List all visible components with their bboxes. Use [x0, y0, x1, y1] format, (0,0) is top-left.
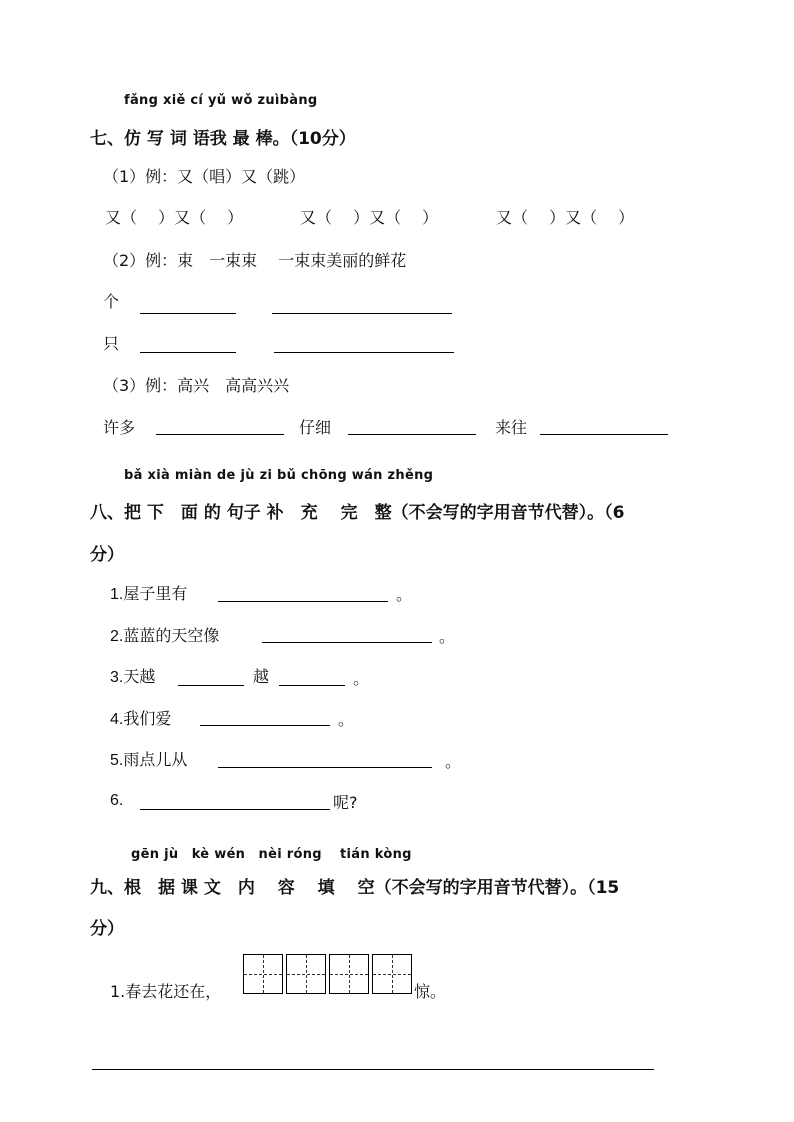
- section7-blank-ge-long[interactable]: [272, 313, 452, 314]
- section8-end-5: 。: [445, 752, 462, 771]
- tianzige-box-3[interactable]: [329, 954, 369, 994]
- section8-title-line2: 分）: [90, 545, 124, 565]
- section7-blank-zhi-long[interactable]: [274, 352, 454, 353]
- section8-item-4: [110, 706, 171, 729]
- section9-title-line2: 分）: [90, 919, 124, 939]
- item-text: 天越: [123, 667, 156, 686]
- section7-blank-ge-short[interactable]: [140, 313, 236, 314]
- section8-blank-3a[interactable]: [178, 685, 244, 686]
- section7-word-xuduo: 许多: [103, 418, 136, 437]
- section8-end-2: 。: [439, 627, 456, 646]
- section7-example1: （1）例：又（唱）又（跳）: [103, 167, 306, 186]
- item-number: 2.: [110, 628, 124, 645]
- tianzige-box-2[interactable]: [286, 954, 326, 994]
- item-number: 6.: [110, 792, 124, 809]
- section7-blank-zixi[interactable]: [348, 434, 476, 435]
- section8-blank-3b[interactable]: [279, 685, 345, 686]
- section8-item-5: [110, 747, 187, 770]
- section9-item1-prefix: 1.春去花还在，: [110, 982, 222, 1001]
- section9-pinyin: gēn jù kè wén nèi róng tián kòng: [131, 847, 412, 862]
- section8-item-2: [110, 623, 219, 646]
- section8-item-6: [110, 790, 123, 810]
- tianzige-box-4[interactable]: [372, 954, 412, 994]
- section8-mid-3: 越: [253, 667, 270, 686]
- section8-end-1: 。: [396, 585, 413, 604]
- section8-blank-2[interactable]: [262, 642, 432, 643]
- section7-blank-laiwang[interactable]: [540, 434, 668, 435]
- item-number: 4.: [110, 711, 124, 728]
- section7-blank-zhi-short[interactable]: [140, 352, 236, 353]
- item-number: 3.: [110, 669, 124, 686]
- item-number: 5.: [110, 752, 124, 769]
- section8-item-3: [110, 664, 155, 687]
- section7-example3: （3）例：高兴 高高兴兴: [103, 376, 290, 395]
- footer-rule: [92, 1069, 654, 1070]
- section7-pinyin: fǎng xiě cí yǔ wǒ zuìbàng: [124, 93, 318, 108]
- section8-blank-6[interactable]: [140, 809, 330, 810]
- section8-blank-1[interactable]: [218, 601, 388, 602]
- section7-row-label-zhi: 只: [103, 334, 120, 353]
- section7-row-label-ge: 个: [103, 292, 120, 311]
- section9-title-line1: 九、根 据 课 文 内 容 填 空（不会写的字用音节代替）。（15: [90, 878, 620, 898]
- item-text: 屋子里有: [123, 584, 188, 603]
- section7-word-laiwang: 来往: [495, 418, 528, 437]
- section8-blank-5[interactable]: [218, 767, 432, 768]
- section7-blank-xuduo[interactable]: [156, 434, 284, 435]
- tianzige-box-1[interactable]: [243, 954, 283, 994]
- section8-end-6: 呢?: [333, 793, 358, 812]
- item-text: 雨点儿从: [123, 750, 188, 769]
- section7-blank-group-2[interactable]: 又（ ）又（ ）: [300, 208, 439, 227]
- section9-item1-suffix: 惊。: [414, 982, 447, 1001]
- section7-title: 七、仿 写 词 语我 最 棒。（10分）: [90, 129, 356, 149]
- section8-end-3: 。: [353, 669, 370, 688]
- section7-blank-group-3[interactable]: 又（ ）又（ ）: [496, 208, 635, 227]
- section8-end-4: 。: [338, 710, 355, 729]
- section7-example2: （2）例：束 一束束 一束束美丽的鲜花: [103, 251, 407, 270]
- section8-blank-4[interactable]: [200, 725, 330, 726]
- section8-item-1: [110, 581, 187, 604]
- item-number: 1.: [110, 586, 124, 603]
- item-text: 我们爱: [123, 709, 172, 728]
- item-text: 蓝蓝的天空像: [123, 626, 220, 645]
- section8-title-line1: 八、把 下 面 的 句子 补 充 完 整（不会写的字用音节代替）。（6: [90, 503, 625, 523]
- section7-blank-group-1[interactable]: 又（ ）又（ ）: [105, 208, 244, 227]
- section8-pinyin: bǎ xià miàn de jù zi bǔ chōng wán zhěng: [124, 468, 434, 483]
- section7-word-zixi: 仔细: [299, 418, 332, 437]
